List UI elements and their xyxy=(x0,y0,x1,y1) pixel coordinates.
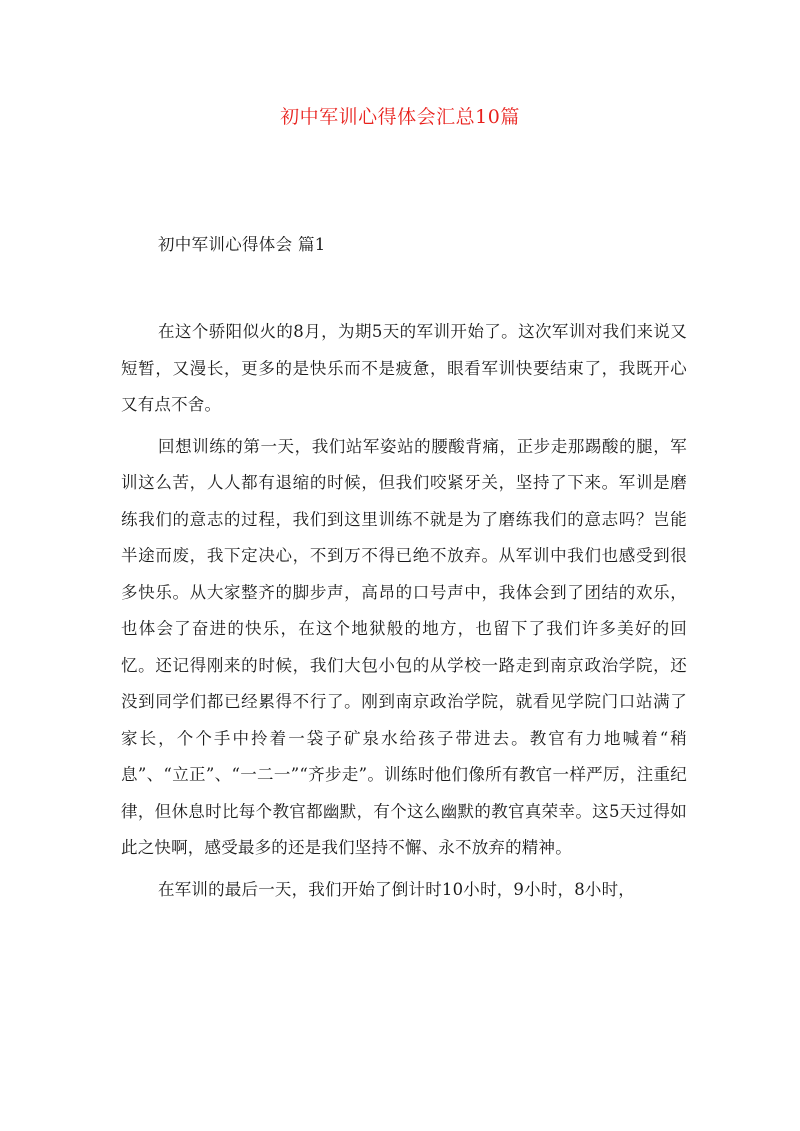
paragraph-2: 回想训练的第一天，我们站军姿站的腰酸背痛，正步走那踢酸的腿，军训这么苦，人人都有退缩的时候，但我们咬紧牙关，坚持了下来。军训是磨练我们的意志的过程，我们到这里训练不就是为了磨练我们的意志吗？岂能半途而废，我下定决心，不到万不得已绝不放弃。从军训中我们也感受到很多快乐。从大家整齐的脚步声，高昂的口号声中，我体会到了团结的欢乐，也体会了奋进的快乐，在这个地狱般的地方，也留下了我们许多美好的回忆。还记得刚来的时候，我们大包小包的从学校一路走到南京政治学院，还没到同学们都已经累得不行了。刚到南京政治学院，就看见学院门口站满了家长，个个手中拎着一袋子矿泉水给孩子带进去。教官有力地喊着“稍息”、“立正”、“一二一”“齐步走”。训练时他们像所有教官一样严厉，注重纪律，但休息时比每个教官都幽默，有个这么幽默的教官真荣幸。这5天过得如此之快啊，感受最多的还是我们坚持不懈、永不放弃的精神。 xyxy=(121,436,687,857)
section-heading: 初中军训心得体会 篇1 xyxy=(158,235,326,254)
document-title: 初中军训心得体会汇总10篇 xyxy=(280,106,520,128)
paragraph-1: 在这个骄阳似火的8月，为期5天的军训开始了。这次军训对我们来说又短暂，又漫长，更多的是快乐而不是疲惫，眼看军训快要结束了，我既开心又有点不舍。 xyxy=(121,322,687,414)
document-body xyxy=(121,314,687,913)
paragraph-3: 在军训的最后一天，我们开始了倒计时10小时，9小时，8小时， xyxy=(158,879,635,899)
